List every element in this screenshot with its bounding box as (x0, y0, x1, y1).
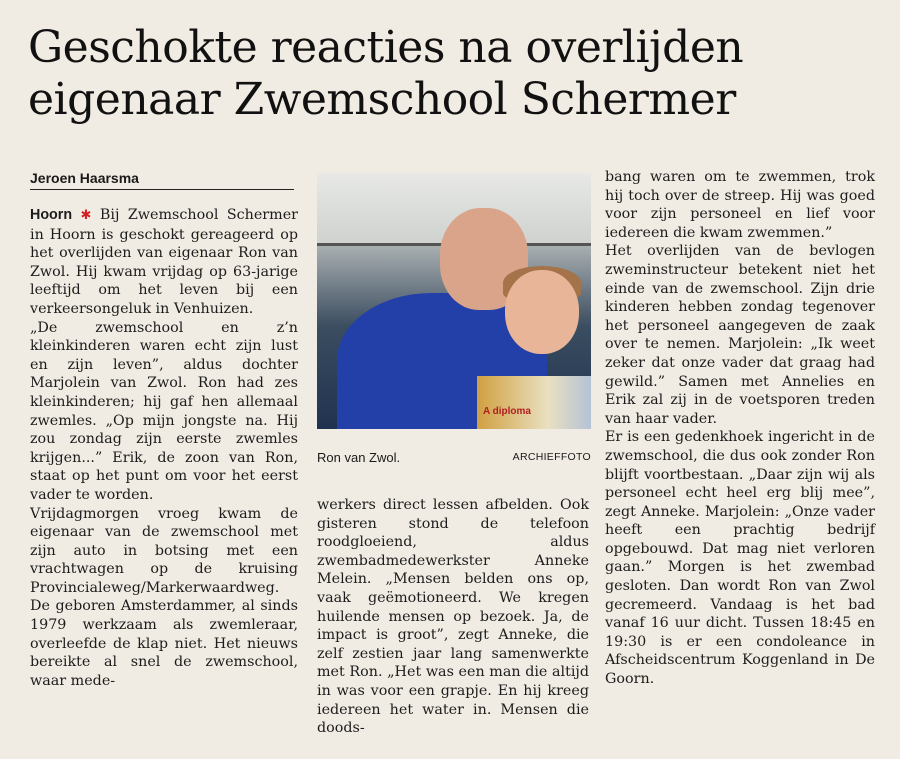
paragraph: Het overlijden van de bevlogen zweminstructeur betekent niet het einde van de zwemschool. Zijn drie kinderen hebben zondag tegenover het personeel aangegeven de zaak over te nemen. Marjolein: „Ik weet zeker dat onze vader dat graag had gewild.” Samen met Annelies en Erik zal zij in de voetsporen treden van haar vader. (605, 243, 875, 427)
article-photo (317, 173, 591, 429)
paragraph: Vrijdagmorgen vroeg kwam de eigenaar van de zwemschool met zijn auto in botsing met een vrachtwagen op de kruising Provincialeweg/Markerwaardweg. De geboren Amsterdammer, al sinds 1979 werkzaam als zwemleraar, overleefde de klap niet. Het nieuws bereikte al snel de zwemschool, waar mede- (30, 505, 298, 689)
star-icon: ✱ (80, 208, 92, 223)
dateline: Hoorn (30, 207, 73, 223)
paragraph: bang waren om te zwemmen, trok hij toch over de streep. Hij was goed voor zijn personeel en lief voor iedereen die kwam zwemmen.” (605, 169, 875, 241)
lead-text: Bij Zwemschool Schermer in Hoorn is geschokt gereageerd op het overlijden van eigenaar Ron van Zwol. Hij kwam vrijdag op 63-jarige leeftijd om het leven bij een verkeersongeluk in Venhuizen. (30, 207, 298, 317)
article-column-1 (30, 206, 298, 690)
diploma-label: A diploma (483, 406, 531, 417)
paragraph: „De zwemschool en z’n kleinkinderen waren echt zijn lust en zijn leven”, aldus dochter Marjolein van Zwol. Ron had zes kleinkinderen; hij gaf hen allemaal zwemles. „Op mijn jongste na. Hij zou zondag zijn eerste zwemles krijgen...” Erik, de zoon van Ron, staat op het punt om voor het eerst vader te worden. (30, 319, 298, 503)
headline: Geschokte reacties na overlijden eigenaar Zwemschool Schermer (28, 22, 744, 125)
photo-child-face (505, 270, 579, 354)
paragraph: werkers direct lessen afbelden. Ook gisteren stond de telefoon roodgloeiend, aldus zwembadmedewerkster Anneke Melein. „Mensen belden ons op, vaak geëmotioneerd. We kregen huilende mensen op bezoek. Ja, de impact is groot”, zegt Anneke, die zelf zestien jaar lang samenwerkte met Ron. „Het was een man die altijd in was voor een grapje. En hij kreeg iedereen het water in. Mensen die doods- (317, 497, 589, 737)
photo-caption (317, 450, 591, 465)
byline: Jeroen Haarsma (30, 170, 294, 190)
paragraph (30, 206, 298, 319)
caption-text: Ron van Zwol. (317, 450, 401, 465)
photo-diploma (477, 376, 591, 429)
paragraph: Er is een gedenkhoek ingericht in de zwemschool, die dus ook zonder Ron blijft voortbestaan. „Daar zijn wij als personeel echt heel erg blij mee”, zegt Anneke. Marjolein: „Onze vader heeft een prachtig bedrijf opgebouwd. Dat mag niet verloren gaan.” Morgen is het zwembad gesloten. Dan wordt Ron van Zwol gecremeerd. Vandaag is het bad vanaf 16 uur dicht. Tussen 18:45 en 19:30 is er een condoleance in Afscheidscentrum Koggenland in De Goorn. (605, 429, 875, 688)
photo-credit: ARCHIEFFOTO (512, 451, 591, 463)
article-column-3 (605, 168, 875, 689)
article-column-2 (317, 496, 589, 738)
